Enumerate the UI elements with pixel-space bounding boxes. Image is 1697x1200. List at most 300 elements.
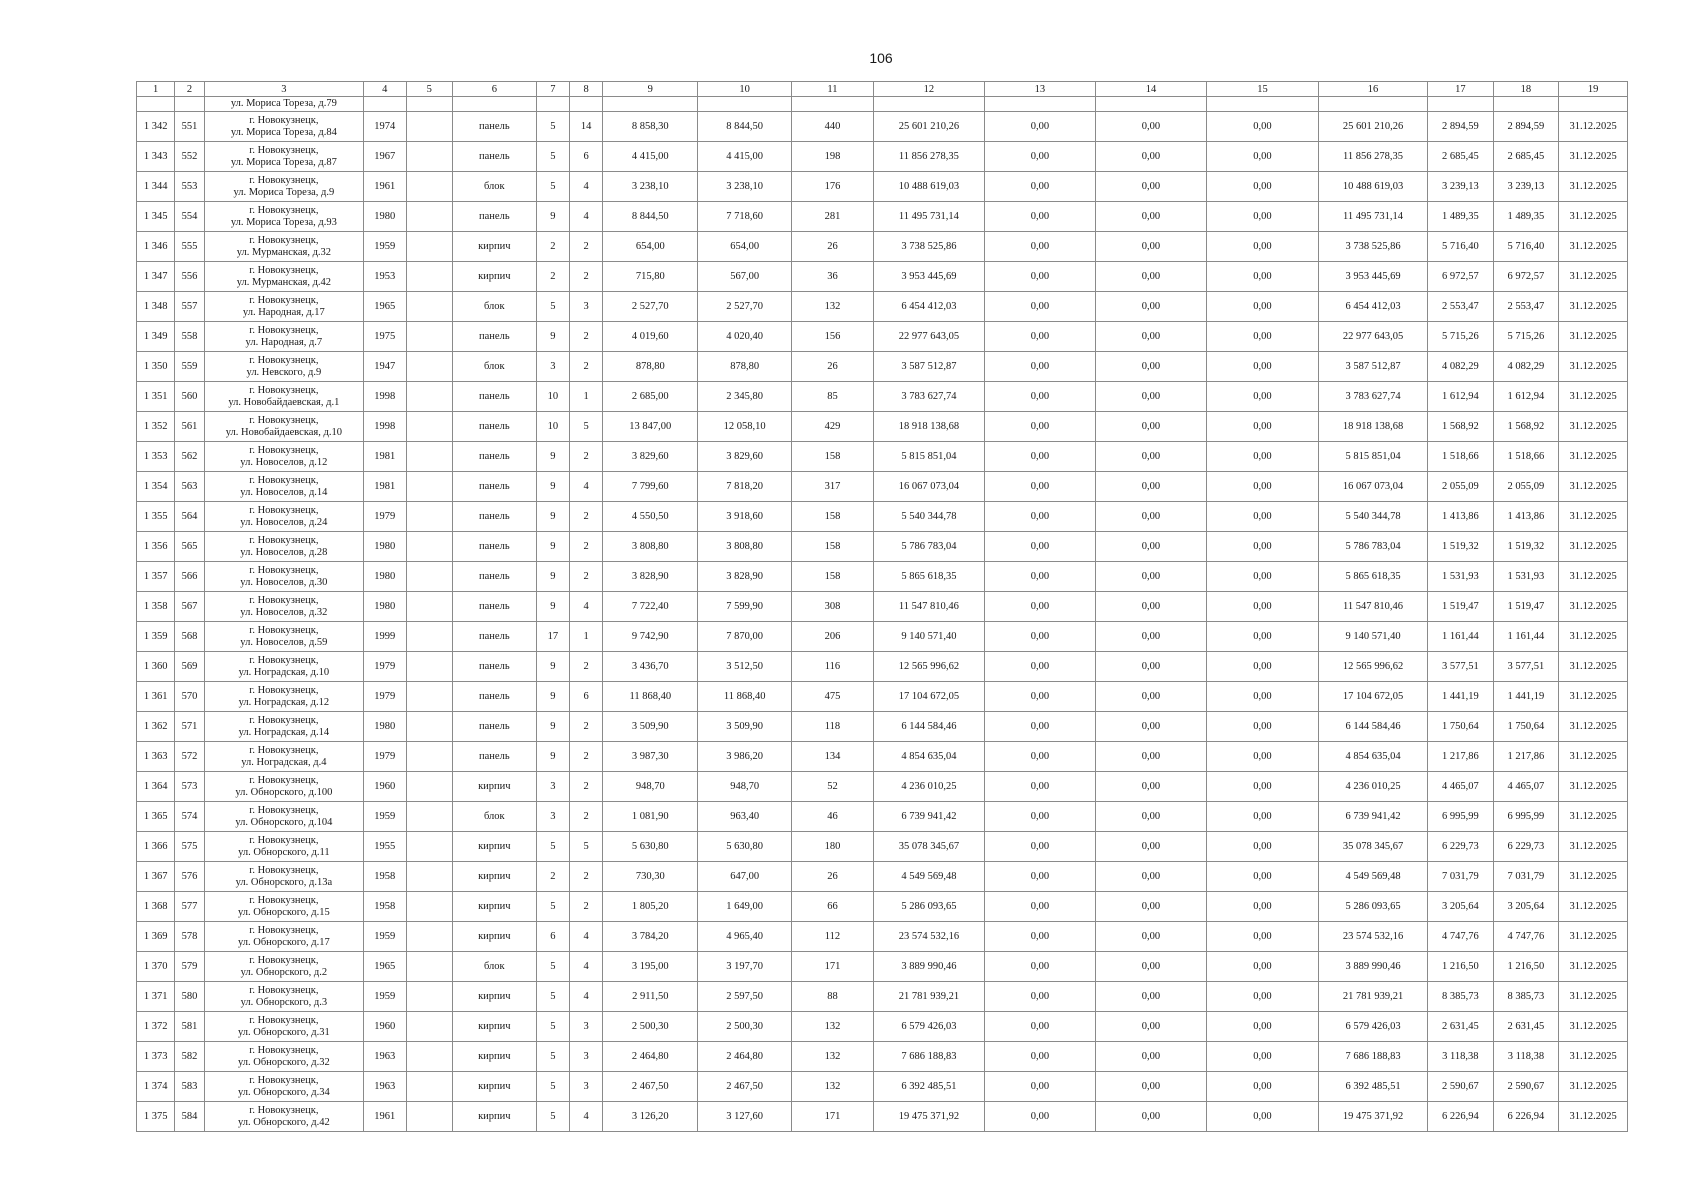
column-13-cell: 0,00 xyxy=(984,712,1095,742)
owner-funds-cell: 5 540 344,78 xyxy=(1319,502,1428,532)
living-area-cell: 7 870,00 xyxy=(698,622,792,652)
address-street: ул. Новоселов, д.59 xyxy=(240,636,328,648)
column-14-cell: 0,00 xyxy=(1095,592,1206,622)
address-cell xyxy=(204,862,363,892)
column-15-cell: 0,00 xyxy=(1206,442,1318,472)
owner-funds-cell: 11 856 278,35 xyxy=(1319,142,1428,172)
repair-cost-cell: 6 392 485,51 xyxy=(873,1072,984,1102)
entrances-cell: 6 xyxy=(570,142,603,172)
column-14-cell: 0,00 xyxy=(1095,922,1206,952)
living-area-cell: 3 512,50 xyxy=(698,652,792,682)
item-number-cell: 555 xyxy=(175,232,204,262)
item-number-cell: 562 xyxy=(175,442,204,472)
deadline-cell: 31.12.2025 xyxy=(1559,412,1628,442)
column-14-cell: 0,00 xyxy=(1095,682,1206,712)
row-number-cell: 1 365 xyxy=(137,802,175,832)
column-header: 8 xyxy=(570,82,603,97)
row-number-cell: 1 369 xyxy=(137,922,175,952)
address-city: г. Новокузнецк, xyxy=(249,594,319,606)
deadline-cell: 31.12.2025 xyxy=(1559,202,1628,232)
deadline-cell: 31.12.2025 xyxy=(1559,682,1628,712)
row-number-cell: 1 356 xyxy=(137,532,175,562)
residents-cell: 26 xyxy=(792,862,874,892)
column-header: 1 xyxy=(137,82,175,97)
address-street: ул. Мориса Тореза, д.9 xyxy=(233,186,335,198)
year-built-cell: 1980 xyxy=(364,202,406,232)
entrances-cell: 2 xyxy=(570,232,603,262)
cell-empty xyxy=(570,97,603,112)
deadline-cell: 31.12.2025 xyxy=(1559,232,1628,262)
repair-cost-cell: 5 865 618,35 xyxy=(873,562,984,592)
floors-cell: 5 xyxy=(536,952,569,982)
column-header: 11 xyxy=(792,82,874,97)
table-row xyxy=(137,142,1628,172)
column-number-row xyxy=(137,82,1628,97)
column-header: 5 xyxy=(406,82,452,97)
address-cell xyxy=(204,1042,363,1072)
owner-funds-cell: 21 781 939,21 xyxy=(1319,982,1428,1012)
address-street: ул. Ноградская, д.10 xyxy=(238,666,330,678)
address-cell xyxy=(204,472,363,502)
floors-cell: 6 xyxy=(536,922,569,952)
living-area-cell: 3 828,90 xyxy=(698,562,792,592)
year-built-cell: 1959 xyxy=(364,802,406,832)
total-area-cell: 715,80 xyxy=(603,262,698,292)
cell-empty xyxy=(603,97,698,112)
residents-cell: 26 xyxy=(792,352,874,382)
residents-cell: 440 xyxy=(792,112,874,142)
floors-cell: 5 xyxy=(536,1072,569,1102)
cost-per-sqm-cell: 2 553,47 xyxy=(1428,292,1494,322)
column-14-cell: 0,00 xyxy=(1095,862,1206,892)
living-area-cell: 8 844,50 xyxy=(698,112,792,142)
repair-cost-cell: 4 854 635,04 xyxy=(873,742,984,772)
total-area-cell: 13 847,00 xyxy=(603,412,698,442)
table-row xyxy=(137,1102,1628,1132)
cost-per-sqm-cell: 6 972,57 xyxy=(1428,262,1494,292)
column-13-cell: 0,00 xyxy=(984,622,1095,652)
address-cell xyxy=(204,742,363,772)
column-15-cell: 0,00 xyxy=(1206,322,1318,352)
row-number-cell: 1 353 xyxy=(137,442,175,472)
item-number-cell: 553 xyxy=(175,172,204,202)
address-street: ул. Обнорского, д.15 xyxy=(237,906,330,918)
entrances-cell: 4 xyxy=(570,592,603,622)
wall-material-cell: панель xyxy=(452,382,536,412)
item-number-cell: 581 xyxy=(175,1012,204,1042)
column-5-cell xyxy=(406,1042,452,1072)
cost-per-sqm-cell: 1 216,50 xyxy=(1428,952,1494,982)
owner-funds-cell: 4 236 010,25 xyxy=(1319,772,1428,802)
max-cost-per-sqm-cell: 6 226,94 xyxy=(1493,1102,1559,1132)
column-15-cell: 0,00 xyxy=(1206,982,1318,1012)
entrances-cell: 4 xyxy=(570,472,603,502)
address-street: ул. Новобайдаевская, д.10 xyxy=(225,426,342,438)
cost-per-sqm-cell: 3 239,13 xyxy=(1428,172,1494,202)
column-5-cell xyxy=(406,472,452,502)
deadline-cell: 31.12.2025 xyxy=(1559,952,1628,982)
column-15-cell: 0,00 xyxy=(1206,862,1318,892)
repair-cost-cell: 12 565 996,62 xyxy=(873,652,984,682)
column-5-cell xyxy=(406,142,452,172)
column-13-cell: 0,00 xyxy=(984,892,1095,922)
item-number-cell: 578 xyxy=(175,922,204,952)
column-14-cell: 0,00 xyxy=(1095,262,1206,292)
column-13-cell: 0,00 xyxy=(984,862,1095,892)
column-5-cell xyxy=(406,652,452,682)
column-14-cell: 0,00 xyxy=(1095,412,1206,442)
year-built-cell: 1979 xyxy=(364,502,406,532)
address-cell xyxy=(204,532,363,562)
item-number-cell: 565 xyxy=(175,532,204,562)
table-row xyxy=(137,1072,1628,1102)
row-number-cell: 1 374 xyxy=(137,1072,175,1102)
year-built-cell: 1965 xyxy=(364,952,406,982)
repair-cost-cell: 25 601 210,26 xyxy=(873,112,984,142)
residents-cell: 88 xyxy=(792,982,874,1012)
floors-cell: 2 xyxy=(536,262,569,292)
column-14-cell: 0,00 xyxy=(1095,802,1206,832)
residents-cell: 132 xyxy=(792,1012,874,1042)
column-15-cell: 0,00 xyxy=(1206,1012,1318,1042)
year-built-cell: 1959 xyxy=(364,982,406,1012)
repair-cost-cell: 9 140 571,40 xyxy=(873,622,984,652)
item-number-cell: 558 xyxy=(175,322,204,352)
cell-empty xyxy=(364,97,406,112)
column-13-cell: 0,00 xyxy=(984,472,1095,502)
column-15-cell: 0,00 xyxy=(1206,832,1318,862)
address-cell xyxy=(204,982,363,1012)
address-cell xyxy=(204,832,363,862)
cell-empty xyxy=(1206,97,1318,112)
repair-cost-cell: 6 144 584,46 xyxy=(873,712,984,742)
owner-funds-cell: 17 104 672,05 xyxy=(1319,682,1428,712)
wall-material-cell: панель xyxy=(452,622,536,652)
residents-cell: 156 xyxy=(792,322,874,352)
cost-per-sqm-cell: 3 205,64 xyxy=(1428,892,1494,922)
address-street: ул. Обнорского, д.100 xyxy=(235,786,333,798)
item-number-cell: 579 xyxy=(175,952,204,982)
row-number-cell: 1 371 xyxy=(137,982,175,1012)
cell-empty xyxy=(406,97,452,112)
year-built-cell: 1967 xyxy=(364,142,406,172)
column-14-cell: 0,00 xyxy=(1095,1102,1206,1132)
address-city: г. Новокузнецк, xyxy=(249,954,319,966)
deadline-cell: 31.12.2025 xyxy=(1559,292,1628,322)
cell-empty xyxy=(873,97,984,112)
address-city: г. Новокузнецк, xyxy=(249,354,319,366)
item-number-cell: 575 xyxy=(175,832,204,862)
address-city: г. Новокузнецк, xyxy=(249,1044,319,1056)
owner-funds-cell: 6 739 941,42 xyxy=(1319,802,1428,832)
max-cost-per-sqm-cell: 1 612,94 xyxy=(1493,382,1559,412)
repair-cost-cell: 11 856 278,35 xyxy=(873,142,984,172)
cost-per-sqm-cell: 1 750,64 xyxy=(1428,712,1494,742)
column-13-cell: 0,00 xyxy=(984,742,1095,772)
item-number-cell: 564 xyxy=(175,502,204,532)
residents-cell: 171 xyxy=(792,1102,874,1132)
address-cell xyxy=(204,442,363,472)
address-city: г. Новокузнецк, xyxy=(249,534,319,546)
address-city: г. Новокузнецк, xyxy=(249,264,319,276)
owner-funds-cell: 23 574 532,16 xyxy=(1319,922,1428,952)
row-number-cell: 1 348 xyxy=(137,292,175,322)
address-cell xyxy=(204,202,363,232)
living-area-cell: 2 467,50 xyxy=(698,1072,792,1102)
address-street: ул. Народная, д.17 xyxy=(242,306,325,318)
address-city: г. Новокузнецк, xyxy=(249,564,319,576)
item-number-cell: 573 xyxy=(175,772,204,802)
column-15-cell: 0,00 xyxy=(1206,742,1318,772)
owner-funds-cell: 16 067 073,04 xyxy=(1319,472,1428,502)
wall-material-cell: панель xyxy=(452,112,536,142)
repair-cost-cell: 5 540 344,78 xyxy=(873,502,984,532)
max-cost-per-sqm-cell: 3 118,38 xyxy=(1493,1042,1559,1072)
total-area-cell: 878,80 xyxy=(603,352,698,382)
column-14-cell: 0,00 xyxy=(1095,982,1206,1012)
address-cell xyxy=(204,502,363,532)
deadline-cell: 31.12.2025 xyxy=(1559,262,1628,292)
living-area-cell: 3 986,20 xyxy=(698,742,792,772)
wall-material-cell: кирпич xyxy=(452,1042,536,1072)
entrances-cell: 2 xyxy=(570,652,603,682)
owner-funds-cell: 6 454 412,03 xyxy=(1319,292,1428,322)
address-city: г. Новокузнецк, xyxy=(249,924,319,936)
wall-material-cell: панель xyxy=(452,712,536,742)
cost-per-sqm-cell: 1 612,94 xyxy=(1428,382,1494,412)
address-street: ул. Ноградская, д.12 xyxy=(238,696,330,708)
repair-cost-cell: 10 488 619,03 xyxy=(873,172,984,202)
address-city: г. Новокузнецк, xyxy=(249,504,319,516)
floors-cell: 5 xyxy=(536,892,569,922)
floors-cell: 5 xyxy=(536,832,569,862)
column-5-cell xyxy=(406,562,452,592)
address-street: ул. Обнорского, д.31 xyxy=(237,1026,330,1038)
residents-cell: 206 xyxy=(792,622,874,652)
cell-empty xyxy=(1493,97,1559,112)
row-number-cell: 1 346 xyxy=(137,232,175,262)
table-row xyxy=(137,262,1628,292)
deadline-cell: 31.12.2025 xyxy=(1559,592,1628,622)
repair-cost-cell: 16 067 073,04 xyxy=(873,472,984,502)
column-15-cell: 0,00 xyxy=(1206,352,1318,382)
column-header: 6 xyxy=(452,82,536,97)
address-city: г. Новокузнецк, xyxy=(249,774,319,786)
max-cost-per-sqm-cell: 4 082,29 xyxy=(1493,352,1559,382)
row-number-cell: 1 352 xyxy=(137,412,175,442)
column-14-cell: 0,00 xyxy=(1095,232,1206,262)
address-city: г. Новокузнецк, xyxy=(249,624,319,636)
max-cost-per-sqm-cell: 4 465,07 xyxy=(1493,772,1559,802)
total-area-cell: 1 805,20 xyxy=(603,892,698,922)
total-area-cell: 2 467,50 xyxy=(603,1072,698,1102)
address-cell xyxy=(204,292,363,322)
total-area-cell: 3 808,80 xyxy=(603,532,698,562)
column-14-cell: 0,00 xyxy=(1095,742,1206,772)
column-14-cell: 0,00 xyxy=(1095,772,1206,802)
column-13-cell: 0,00 xyxy=(984,382,1095,412)
column-15-cell: 0,00 xyxy=(1206,772,1318,802)
living-area-cell: 7 818,20 xyxy=(698,472,792,502)
column-header: 10 xyxy=(698,82,792,97)
row-number-cell: 1 358 xyxy=(137,592,175,622)
column-15-cell: 0,00 xyxy=(1206,472,1318,502)
table-row xyxy=(137,1042,1628,1072)
item-number-cell: 554 xyxy=(175,202,204,232)
column-5-cell xyxy=(406,382,452,412)
address-city: г. Новокузнецк, xyxy=(249,654,319,666)
column-13-cell: 0,00 xyxy=(984,1012,1095,1042)
column-5-cell xyxy=(406,1072,452,1102)
row-number-cell: 1 350 xyxy=(137,352,175,382)
deadline-cell: 31.12.2025 xyxy=(1559,1072,1628,1102)
address-city: г. Новокузнецк, xyxy=(249,174,319,186)
residents-cell: 26 xyxy=(792,232,874,262)
column-header: 7 xyxy=(536,82,569,97)
column-14-cell: 0,00 xyxy=(1095,652,1206,682)
max-cost-per-sqm-cell: 8 385,73 xyxy=(1493,982,1559,1012)
column-15-cell: 0,00 xyxy=(1206,382,1318,412)
item-number-cell: 584 xyxy=(175,1102,204,1132)
wall-material-cell: панель xyxy=(452,532,536,562)
address-street: ул. Невского, д.9 xyxy=(246,366,322,378)
column-5-cell xyxy=(406,322,452,352)
entrances-cell: 2 xyxy=(570,532,603,562)
wall-material-cell: панель xyxy=(452,682,536,712)
address-street: ул. Ноградская, д.4 xyxy=(241,756,327,768)
column-5-cell xyxy=(406,682,452,712)
residents-cell: 158 xyxy=(792,502,874,532)
address-street: ул. Обнорского, д.42 xyxy=(237,1116,330,1128)
column-5-cell xyxy=(406,442,452,472)
total-area-cell: 11 868,40 xyxy=(603,682,698,712)
residents-cell: 198 xyxy=(792,142,874,172)
repair-cost-cell: 17 104 672,05 xyxy=(873,682,984,712)
row-number-cell: 1 344 xyxy=(137,172,175,202)
wall-material-cell: кирпич xyxy=(452,982,536,1012)
table-body xyxy=(137,97,1628,1132)
column-header: 3 xyxy=(204,82,363,97)
residents-cell: 171 xyxy=(792,952,874,982)
address-city: г. Новокузнецк, xyxy=(249,984,319,996)
total-area-cell: 2 911,50 xyxy=(603,982,698,1012)
table-row xyxy=(137,802,1628,832)
living-area-cell: 11 868,40 xyxy=(698,682,792,712)
column-5-cell xyxy=(406,862,452,892)
year-built-cell: 1963 xyxy=(364,1072,406,1102)
floors-cell: 10 xyxy=(536,412,569,442)
total-area-cell: 3 784,20 xyxy=(603,922,698,952)
max-cost-per-sqm-cell: 1 568,92 xyxy=(1493,412,1559,442)
wall-material-cell: панель xyxy=(452,502,536,532)
address-city: г. Новокузнецк, xyxy=(249,894,319,906)
year-built-cell: 1981 xyxy=(364,442,406,472)
total-area-cell: 948,70 xyxy=(603,772,698,802)
living-area-cell: 2 500,30 xyxy=(698,1012,792,1042)
row-number-cell: 1 360 xyxy=(137,652,175,682)
table-row xyxy=(137,112,1628,142)
address-street: ул. Обнорского, д.104 xyxy=(235,816,333,828)
year-built-cell: 1981 xyxy=(364,472,406,502)
total-area-cell: 3 195,00 xyxy=(603,952,698,982)
cost-per-sqm-cell: 1 441,19 xyxy=(1428,682,1494,712)
floors-cell: 5 xyxy=(536,292,569,322)
column-13-cell: 0,00 xyxy=(984,682,1095,712)
cost-per-sqm-cell: 1 519,32 xyxy=(1428,532,1494,562)
deadline-cell: 31.12.2025 xyxy=(1559,622,1628,652)
entrances-cell: 5 xyxy=(570,832,603,862)
year-built-cell: 1961 xyxy=(364,172,406,202)
item-number-cell: 569 xyxy=(175,652,204,682)
table-row xyxy=(137,592,1628,622)
cost-per-sqm-cell: 1 161,44 xyxy=(1428,622,1494,652)
address-cell xyxy=(204,652,363,682)
address-cell xyxy=(204,262,363,292)
column-15-cell: 0,00 xyxy=(1206,292,1318,322)
address-city: г. Новокузнецк, xyxy=(249,324,319,336)
wall-material-cell: блок xyxy=(452,172,536,202)
address-city: г. Новокузнецк, xyxy=(249,1014,319,1026)
cost-per-sqm-cell: 6 229,73 xyxy=(1428,832,1494,862)
owner-funds-cell: 6 579 426,03 xyxy=(1319,1012,1428,1042)
item-number-cell: 574 xyxy=(175,802,204,832)
entrances-cell: 4 xyxy=(570,172,603,202)
floors-cell: 2 xyxy=(536,862,569,892)
living-area-cell: 3 238,10 xyxy=(698,172,792,202)
column-14-cell: 0,00 xyxy=(1095,112,1206,142)
entrances-cell: 3 xyxy=(570,1012,603,1042)
repair-cost-cell: 3 738 525,86 xyxy=(873,232,984,262)
cost-per-sqm-cell: 2 894,59 xyxy=(1428,112,1494,142)
max-cost-per-sqm-cell: 4 747,76 xyxy=(1493,922,1559,952)
address-cell xyxy=(204,952,363,982)
address-cell xyxy=(204,892,363,922)
wall-material-cell: блок xyxy=(452,352,536,382)
table-row xyxy=(137,922,1628,952)
column-5-cell xyxy=(406,892,452,922)
wall-material-cell: кирпич xyxy=(452,232,536,262)
table-row xyxy=(137,502,1628,532)
residents-cell: 308 xyxy=(792,592,874,622)
wall-material-cell: блок xyxy=(452,802,536,832)
column-13-cell: 0,00 xyxy=(984,292,1095,322)
address-street: ул. Новобайдаевская, д.1 xyxy=(228,396,340,408)
residents-cell: 52 xyxy=(792,772,874,802)
row-number-cell: 1 370 xyxy=(137,952,175,982)
year-built-cell: 1980 xyxy=(364,532,406,562)
living-area-cell: 5 630,80 xyxy=(698,832,792,862)
floors-cell: 5 xyxy=(536,142,569,172)
column-13-cell: 0,00 xyxy=(984,142,1095,172)
wall-material-cell: панель xyxy=(452,322,536,352)
wall-material-cell: кирпич xyxy=(452,832,536,862)
row-number-cell: 1 342 xyxy=(137,112,175,142)
column-5-cell xyxy=(406,202,452,232)
table-row xyxy=(137,982,1628,1012)
max-cost-per-sqm-cell: 1 489,35 xyxy=(1493,202,1559,232)
table-row xyxy=(137,682,1628,712)
cost-per-sqm-cell: 2 055,09 xyxy=(1428,472,1494,502)
year-built-cell: 1960 xyxy=(364,772,406,802)
column-14-cell: 0,00 xyxy=(1095,952,1206,982)
total-area-cell: 3 828,90 xyxy=(603,562,698,592)
column-5-cell xyxy=(406,772,452,802)
deadline-cell: 31.12.2025 xyxy=(1559,172,1628,202)
column-13-cell: 0,00 xyxy=(984,112,1095,142)
address-street: ул. Обнорского, д.3 xyxy=(240,996,328,1008)
column-15-cell: 0,00 xyxy=(1206,172,1318,202)
column-15-cell: 0,00 xyxy=(1206,532,1318,562)
